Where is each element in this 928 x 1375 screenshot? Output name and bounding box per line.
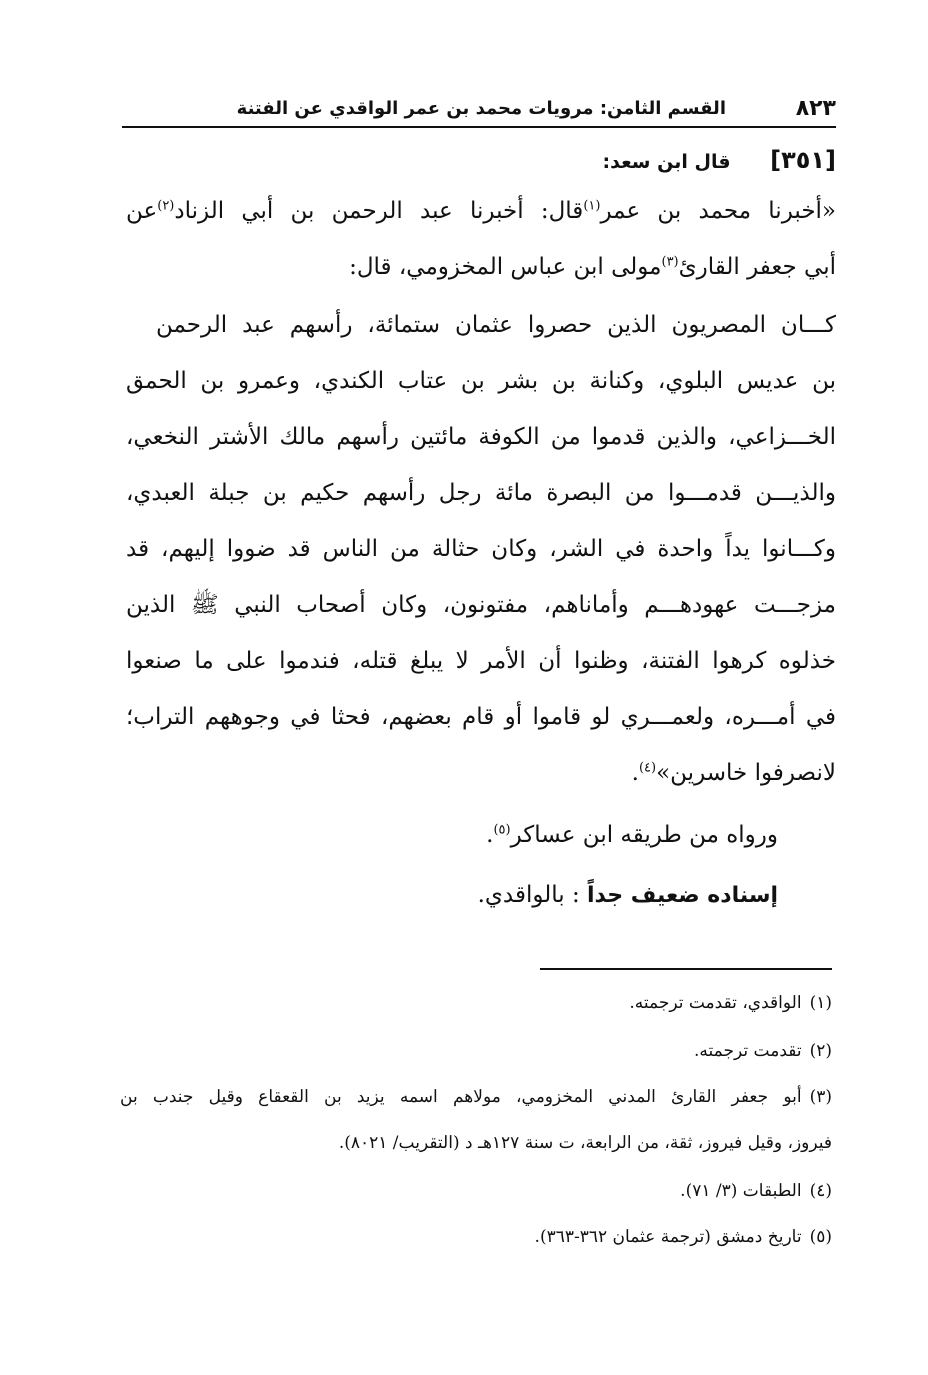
footnote-text: تقدمت ترجمته. bbox=[694, 1041, 802, 1061]
text-segment: «أخبرنا محمد بن عمر bbox=[600, 198, 837, 224]
footnote-number: (٤) bbox=[809, 1181, 832, 1201]
verdict-line bbox=[478, 880, 778, 912]
body-line-2 bbox=[349, 252, 836, 284]
footnote-text: تاريخ دمشق (ترجمة عثمان ٣٦٢-٣٦٣). bbox=[534, 1227, 802, 1247]
body-line-10: في أمـــره، ولعمـــري لو قاموا أو قام بعضهم، فحثا في وجوههم التراب؛ bbox=[126, 704, 836, 730]
text-segment: عن bbox=[126, 198, 158, 224]
narration-heading bbox=[603, 146, 837, 182]
footnote-5 bbox=[120, 1224, 832, 1252]
footnote-text: الواقدي، تقدمت ترجمته. bbox=[629, 993, 802, 1013]
body-line-7: وكـــانوا يداً واحدة في الشر، وكان حثالة من الناس قد ضووا إليهم، قد bbox=[126, 536, 836, 562]
body-line-8: مزجـــت عهودهـــم وأماناهم، مفتونون، وكان أصحاب النبي ﷺ الذين bbox=[126, 592, 836, 618]
body-line-9: خذلوه كرهوا الفتنة، وظنوا أن الأمر لا يبلغ قتله، فندموا على ما صنعوا bbox=[126, 648, 836, 674]
text-segment: . bbox=[631, 760, 639, 786]
footnote-ref: (٣) bbox=[661, 254, 679, 270]
text-segment: أبي جعفر القارئ bbox=[678, 254, 836, 280]
body-line-6: والذيـــن قدمـــوا من البصرة مائة رجل رأسهم حكيم بن جبلة العبدي، bbox=[126, 480, 836, 506]
footnote-number: (٥) bbox=[809, 1227, 832, 1247]
footnote-ref: (١) bbox=[583, 198, 601, 214]
narration-source: قال ابن سعد: bbox=[602, 151, 731, 173]
footnote-text: فيروز، وقيل فيروز، ثقة، من الرابعة، ت سنة ١٢٧هـ د (التقريب/ ٨٠٢١). bbox=[338, 1133, 832, 1153]
text-segment: ورواه من طريقه ابن عساكر bbox=[510, 822, 778, 848]
text-segment: قال: أخبرنا عبد الرحمن بن أبي الزناد bbox=[174, 198, 584, 224]
verdict-rest: : بالواقدي. bbox=[477, 882, 588, 908]
footnote-number: (٢) bbox=[809, 1041, 832, 1061]
text-segment: . bbox=[486, 822, 494, 848]
footnote-separator bbox=[540, 968, 832, 970]
footnote-ref: (٢) bbox=[157, 198, 175, 214]
text-segment: لانصرفوا خاسرين» bbox=[656, 760, 836, 786]
footnote-ref: (٤) bbox=[638, 760, 657, 776]
body-line-1 bbox=[126, 196, 836, 228]
footnote-2 bbox=[120, 1038, 832, 1066]
footnote-1 bbox=[120, 990, 832, 1018]
footnote-text: الطبقات (٣/ ٧١). bbox=[680, 1181, 802, 1201]
running-title: القسم الثامن: مرويات محمد بن عمر الواقدي عن الفتنة bbox=[236, 98, 726, 119]
body-line-12 bbox=[486, 820, 778, 852]
text-segment: مولى ابن عباس المخزومي، قال: bbox=[349, 254, 662, 280]
body-line-3: كـــان المصريون الذين حصروا عثمان ستمائة، رأسهم عبد الرحمن bbox=[156, 312, 836, 338]
running-header bbox=[122, 96, 836, 128]
page-number: ٨٢٣ bbox=[795, 96, 836, 121]
verdict-label: إسناده ضعيف جداً bbox=[587, 883, 778, 908]
footnote-ref: (٥) bbox=[493, 822, 511, 838]
footnote-3 bbox=[120, 1084, 832, 1112]
body-line-5: الخـــزاعي، والذين قدموا من الكوفة مائتين رأسهم مالك الأشتر النخعي، bbox=[126, 424, 836, 450]
body-line-4: بن عديس البلوي، وكنانة بن بشر بن عتاب الكندي، وعمرو بن الحمق bbox=[126, 368, 836, 394]
narration-number: [٣٥١] bbox=[770, 146, 836, 174]
footnote-number: (٣) bbox=[809, 1087, 832, 1107]
body-line-11 bbox=[632, 758, 836, 790]
footnote-number: (١) bbox=[809, 993, 832, 1013]
footnote-4 bbox=[120, 1178, 832, 1206]
footnote-3-continued bbox=[120, 1130, 832, 1158]
footnote-text: أبو جعفر القارئ المدني المخزومي، مولاهم اسمه يزيد بن القعقاع وقيل جندب بن bbox=[120, 1087, 802, 1107]
